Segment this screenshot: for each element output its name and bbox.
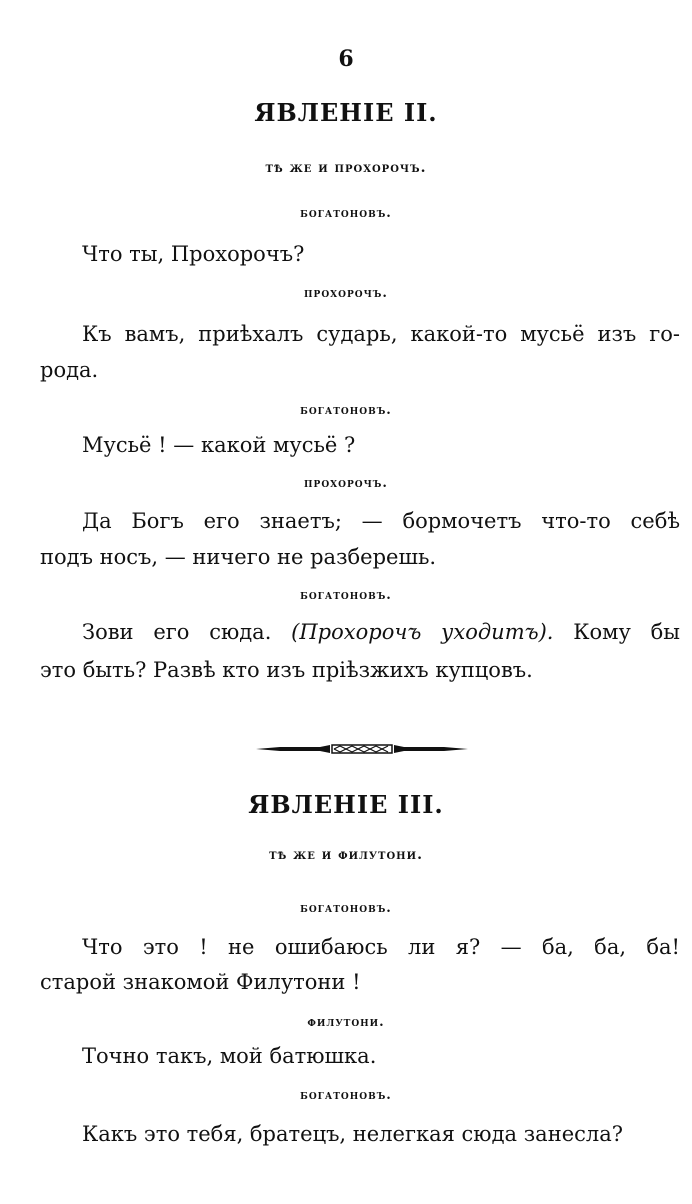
dialogue-line: старой знакомой Филутони ! xyxy=(40,970,361,994)
scene-cast: тѣ же и филутони. xyxy=(269,847,423,863)
dialogue-text: Зови его сюда. xyxy=(82,620,292,644)
speaker-name: богатоновъ. xyxy=(300,901,392,916)
dialogue-line: Къ вамъ, приѣхалъ сударь, какой-то мусьё изъ го- xyxy=(82,322,680,346)
speaker-name: богатоновъ. xyxy=(300,206,392,221)
dialogue-line: Да Богъ его знаетъ; — бормочетъ что-то себѣ xyxy=(82,509,680,533)
dialogue-text: Кому бы xyxy=(553,620,680,644)
dialogue-line: Какъ это тебя, братецъ, нелегкая сюда занесла? xyxy=(82,1122,623,1146)
ornament-divider xyxy=(256,742,468,756)
scene-heading: ЯВЛЕНIЕ II. xyxy=(254,98,438,127)
dialogue-line: Что это ! не ошибаюсь ли я? — ба, ба, ба! xyxy=(82,935,680,959)
speaker-name: богатоновъ. xyxy=(300,1088,392,1103)
scene-cast: тѣ же и прохорочъ. xyxy=(265,160,427,176)
speaker-name: филутони. xyxy=(307,1015,385,1030)
dialogue-line: Мусьё ! — какой мусьё ? xyxy=(82,433,356,457)
dialogue-line: рода. xyxy=(40,358,99,382)
speaker-name: богатоновъ. xyxy=(300,588,392,603)
scene-heading: ЯВЛЕНIЕ III. xyxy=(248,790,444,819)
dialogue-line: Что ты, Прохорочъ? xyxy=(82,242,305,266)
speaker-name: прохорочъ. xyxy=(304,476,388,491)
dialogue-line: это быть? Развѣ кто изъ пріѣзжихъ купцовъ. xyxy=(40,658,533,682)
dialogue-line: подъ носъ, — ничего не разберешь. xyxy=(40,545,437,569)
speaker-name: прохорочъ. xyxy=(304,286,388,301)
speaker-name: богатоновъ. xyxy=(300,403,392,418)
page-number: 6 xyxy=(338,46,354,72)
dialogue-line: Точно такъ, мой батюшка. xyxy=(82,1044,377,1068)
stage-direction: (Прохорочъ уходитъ). xyxy=(291,620,554,644)
dialogue-line xyxy=(82,622,680,643)
